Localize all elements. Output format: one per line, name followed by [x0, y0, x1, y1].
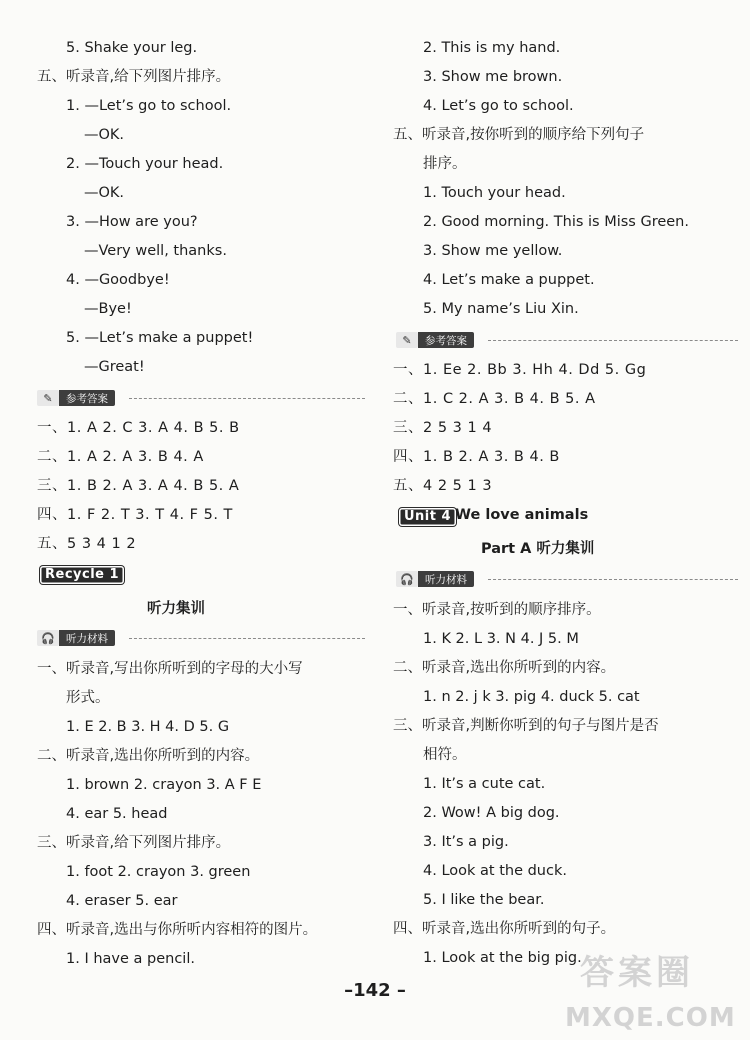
question-heading: 三、听录音,判断你听到的句子与图片是否: [393, 718, 659, 734]
text-line: 3. —How are you?: [66, 214, 198, 230]
material-badge-label: 听力材料: [418, 571, 474, 587]
text-line: 1. K 2. L 3. N 4. J 5. M: [423, 631, 579, 647]
question-heading: 二、听录音,选出你所听到的内容。: [393, 660, 616, 676]
text-line: 2. Good morning. This is Miss Green.: [423, 214, 689, 230]
question-heading: 四、听录音,选出你所听到的句子。: [393, 921, 616, 937]
divider: [129, 398, 365, 399]
text-line: 5. —Let’s make a puppet!: [66, 330, 254, 346]
text-line: 4. eraser 5. ear: [66, 893, 178, 909]
headphones-icon: 🎧: [396, 571, 418, 587]
text-line: 2. Wow! A big dog.: [423, 805, 560, 821]
text-line: 1. brown 2. crayon 3. A F E: [66, 777, 262, 793]
text-line: —Very well, thanks.: [84, 243, 227, 259]
material-badge-label: 听力材料: [59, 630, 115, 646]
question-heading: 四、听录音,选出与你所听内容相符的图片。: [37, 922, 318, 938]
pencil-icon: ✎: [396, 332, 418, 348]
question-heading: 二、听录音,选出你所听到的内容。: [37, 748, 260, 764]
text-line: 1. I have a pencil.: [66, 951, 195, 967]
watermark-logo: [565, 945, 745, 1040]
question-heading: 三、听录音,给下列图片排序。: [37, 835, 231, 851]
text-line: —OK.: [84, 185, 125, 201]
text-line: —Bye!: [84, 301, 132, 317]
watermark-text: 答案圈: [580, 953, 694, 993]
text-line: 3. Show me brown.: [423, 69, 563, 85]
text-line: 1. foot 2. crayon 3. green: [66, 864, 251, 880]
answer-badge: [37, 390, 115, 406]
text-line: 形式。: [66, 690, 110, 706]
watermark-url: MXQE.COM: [565, 1003, 736, 1033]
recycle-label: Recycle 1: [40, 566, 124, 584]
pencil-icon: ✎: [37, 390, 59, 406]
text-line: 4. —Goodbye!: [66, 272, 170, 288]
text-line: 2. This is my hand.: [423, 40, 561, 56]
page-number: –142 –: [344, 980, 406, 1001]
question-heading: 五、听录音,给下列图片排序。: [37, 69, 231, 85]
divider: [129, 638, 365, 639]
text-line: 5. Shake your leg.: [66, 40, 198, 56]
answer-line: 二、1. C 2. A 3. B 4. B 5. A: [393, 391, 596, 407]
answer-badge-label: 参考答案: [59, 390, 115, 406]
material-badge: [396, 571, 474, 587]
text-line: 相符。: [423, 747, 467, 763]
unit-title: We love animals: [455, 507, 589, 523]
answer-badge: [396, 332, 474, 348]
answer-line: 四、1. B 2. A 3. B 4. B: [393, 449, 560, 465]
text-line: 4. Let’s go to school.: [423, 98, 574, 114]
text-line: 1. Touch your head.: [423, 185, 566, 201]
divider: [488, 579, 738, 580]
answer-line: 二、1. A 2. A 3. B 4. A: [37, 449, 204, 465]
text-line: 1. —Let’s go to school.: [66, 98, 232, 114]
part-title: Part A 听力集训: [481, 541, 595, 557]
answer-line: 四、1. F 2. T 3. T 4. F 5. T: [37, 507, 233, 523]
text-line: 5. My name’s Liu Xin.: [423, 301, 579, 317]
section-title: 听力集训: [147, 601, 205, 617]
text-line: —OK.: [84, 127, 125, 143]
text-line: 3. Show me yellow.: [423, 243, 563, 259]
question-heading: 一、听录音,按听到的顺序排序。: [393, 602, 601, 618]
text-line: —Great!: [84, 359, 145, 375]
unit-label: Unit 4: [399, 508, 456, 526]
answer-badge-label: 参考答案: [418, 332, 474, 348]
text-line: 1. n 2. j k 3. pig 4. duck 5. cat: [423, 689, 640, 705]
text-line: 3. It’s a pig.: [423, 834, 509, 850]
divider: [488, 340, 738, 341]
answer-line: 五、5 3 4 1 2: [37, 536, 137, 552]
text-line: 5. I like the bear.: [423, 892, 545, 908]
answer-line: 三、1. B 2. A 3. A 4. B 5. A: [37, 478, 240, 494]
text-line: 1. Look at the big pig.: [423, 950, 582, 966]
text-line: 4. ear 5. head: [66, 806, 168, 822]
answer-line: 三、2 5 3 1 4: [393, 420, 493, 436]
answer-line: 一、1. A 2. C 3. A 4. B 5. B: [37, 420, 240, 436]
question-heading: 五、听录音,按你听到的顺序给下列句子: [393, 127, 645, 143]
material-badge: [37, 630, 115, 646]
text-line: 4. Look at the duck.: [423, 863, 567, 879]
answer-line: 一、1. Ee 2. Bb 3. Hh 4. Dd 5. Gg: [393, 362, 647, 378]
text-line: 排序。: [423, 156, 467, 172]
text-line: 4. Let’s make a puppet.: [423, 272, 595, 288]
text-line: 1. It’s a cute cat.: [423, 776, 546, 792]
text-line: 1. E 2. B 3. H 4. D 5. G: [66, 719, 230, 735]
headphones-icon: 🎧: [37, 630, 59, 646]
answer-line: 五、4 2 5 1 3: [393, 478, 493, 494]
text-line: 2. —Touch your head.: [66, 156, 224, 172]
question-heading: 一、听录音,写出你所听到的字母的大小写: [37, 661, 303, 677]
